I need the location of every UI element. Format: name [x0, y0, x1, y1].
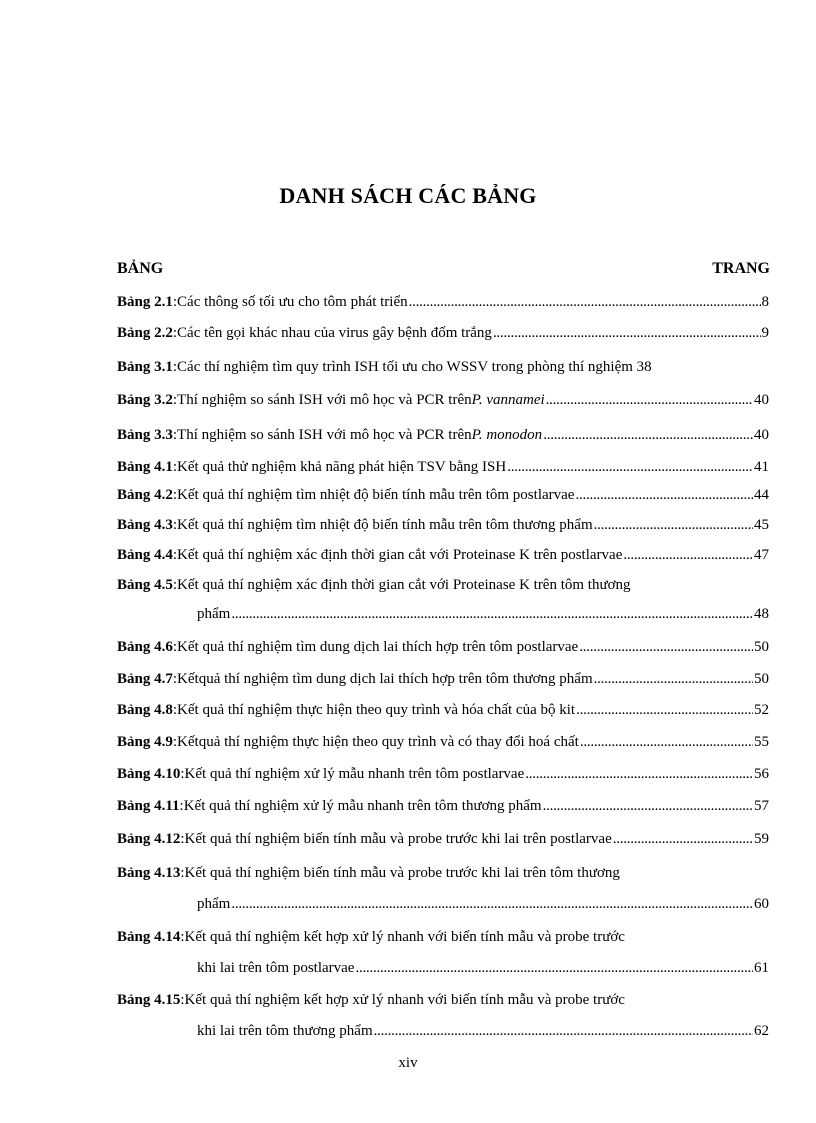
toc-entry: Bảng 4.12 : Kết quả thí nghiệm biến tính mẫu và probe trước khi lai trên postlarvae . . . 59 — [117, 829, 769, 849]
toc-entry-label: Bảng 4.5 — [117, 577, 173, 593]
toc-entry-page: 9 — [761, 325, 769, 341]
toc-entry-text: Thí nghiệm so sánh ISH với mô học và PCR trên — [177, 427, 472, 443]
toc-entry-page: 41 — [754, 459, 769, 475]
toc-entry-text: Kết quả thí nghiệm tìm nhiệt độ biến tính mẫu trên tôm thương phẩm — [177, 517, 593, 533]
toc-entry-text: Kết quả thí nghiệm xác định thời gian cắt với Proteinase K trên tôm thương — [177, 577, 631, 593]
toc-entry-page: 50 — [754, 639, 769, 655]
column-header-page: TRANG — [712, 260, 770, 277]
toc-entry: Bảng 3.3 : Thí nghiệm so sánh ISH với mô học và PCR trên P. monodon . . . 40 — [117, 425, 769, 445]
dot-leader — [374, 1021, 753, 1041]
toc-entry-text: Kết quả thí nghiệm kết hợp xử lý nhanh với biến tính mẫu và probe trước — [184, 929, 625, 945]
toc-entry-text: Các thí nghiệm tìm quy trình ISH tối ưu cho WSSV trong phòng thí nghiệm 38 — [177, 359, 652, 375]
toc-entry: Bảng 3.1 : Các thí nghiệm tìm quy trình ISH tối ưu cho WSSV trong phòng thí nghiệm 38 — [117, 359, 652, 375]
toc-entry-text: Các thông số tối ưu cho tôm phát triển — [177, 294, 408, 310]
toc-entry-label: Bảng 4.7 — [117, 671, 173, 687]
page-title: DANH SÁCH CÁC BẢNG — [279, 183, 537, 208]
dot-leader — [575, 485, 753, 505]
toc-entry-continuation — [197, 958, 769, 978]
toc-entry-page: 45 — [754, 517, 769, 533]
dot-leader — [613, 829, 753, 849]
toc-entry-label: Bảng 4.13 — [117, 865, 181, 881]
toc-entry-page: 62 — [754, 1023, 769, 1039]
toc-entry-text: Kếtquả thí nghiệm tìm dung dịch lai thích hợp trên tôm thương phẩm — [177, 671, 593, 687]
toc-entry-label: Bảng 4.10 — [117, 766, 181, 782]
dot-leader — [546, 390, 753, 410]
toc-entry-label: Bảng 3.2 — [117, 392, 173, 408]
toc-entry: Bảng 4.6 : Kết quả thí nghiệm tìm dung dịch lai thích hợp trên tôm postlarvae . . . 50 — [117, 637, 769, 657]
toc-entry-text: Kết quả thí nghiệm xác định thời gian cắt với Proteinase K trên postlarvae — [177, 547, 623, 563]
toc-entry-page: 52 — [754, 702, 769, 718]
species-name: P. monodon — [471, 427, 543, 443]
toc-entry-text: Các tên gọi khác nhau của virus gây bệnh đốm trắng — [177, 325, 492, 341]
dot-leader — [543, 425, 753, 445]
toc-entry-text: phẩm — [197, 896, 231, 912]
toc-entry-page: 40 — [754, 427, 769, 443]
toc-entry: Bảng 4.5 : Kết quả thí nghiệm xác định thời gian cắt với Proteinase K trên tôm thương — [117, 577, 631, 593]
toc-entry-page: 40 — [754, 392, 769, 408]
dot-leader — [525, 764, 753, 784]
toc-entry-label: Bảng 2.1 — [117, 294, 173, 310]
toc-entry-label: Bảng 3.1 — [117, 359, 173, 375]
dot-leader — [355, 958, 753, 978]
toc-entry: Bảng 4.4 : Kết quả thí nghiệm xác định thời gian cắt với Proteinase K trên postlarvae . . . 47 — [117, 545, 769, 565]
toc-entry-text: Kết quả thí nghiệm xử lý mẫu nhanh trên tôm thương phẩm — [183, 798, 542, 814]
toc-entry-text: Kết quả thí nghiệm kết hợp xử lý nhanh với biến tính mẫu và probe trước — [184, 992, 625, 1008]
toc-entry-text: phẩm — [197, 606, 231, 622]
toc-entry-label: Bảng 4.12 — [117, 831, 181, 847]
toc-entry-page: 59 — [754, 831, 769, 847]
toc-entry: Bảng 4.15 : Kết quả thí nghiệm kết hợp xử lý nhanh với biến tính mẫu và probe trước — [117, 992, 625, 1008]
dot-leader — [576, 700, 753, 720]
toc-entry-label: Bảng 4.1 — [117, 459, 173, 475]
toc-entry-text: khi lai trên tôm thương phẩm — [197, 1023, 373, 1039]
toc-entry-text: Kết quả thí nghiệm biến tính mẫu và probe trước khi lai trên postlarvae — [184, 831, 612, 847]
toc-entry-page: 57 — [754, 798, 769, 814]
dot-leader — [623, 545, 753, 565]
toc-entry: Bảng 2.2 : Các tên gọi khác nhau của virus gây bệnh đốm trắng . . . 9 — [117, 323, 769, 343]
dot-leader — [493, 323, 761, 343]
dot-leader — [507, 457, 753, 477]
toc-entry-page: 61 — [754, 960, 769, 976]
toc-entry: Bảng 4.13 : Kết quả thí nghiệm biến tính mẫu và probe trước khi lai trên tôm thương — [117, 865, 620, 881]
toc-entry-label: Bảng 4.14 — [117, 929, 181, 945]
toc-entry-text: khi lai trên tôm postlarvae — [197, 960, 355, 976]
toc-entry-label: Bảng 4.15 — [117, 992, 181, 1008]
toc-entry-continuation — [197, 604, 769, 624]
toc-entry-label: Bảng 4.9 — [117, 734, 173, 750]
dot-leader — [543, 796, 753, 816]
page-number: xiv — [398, 1055, 418, 1071]
toc-entry-label: Bảng 2.2 — [117, 325, 173, 341]
toc-entry-text: Kết quả thí nghiệm xử lý mẫu nhanh trên tôm postlarvae — [184, 766, 525, 782]
toc-entry-label: Bảng 4.4 — [117, 547, 173, 563]
toc-entry: Bảng 4.9 : Kếtquả thí nghiệm thực hiện theo quy trình và có thay đổi hoá chất . . . 55 — [117, 732, 769, 752]
toc-entry-page: 8 — [761, 294, 769, 310]
column-header-table: BẢNG — [117, 260, 164, 277]
toc-entry-label: Bảng 4.8 — [117, 702, 173, 718]
dot-leader — [579, 637, 753, 657]
toc-entry-page: 47 — [754, 547, 769, 563]
toc-entry: Bảng 4.2 : Kết quả thí nghiệm tìm nhiệt độ biến tính mẫu trên tôm postlarvae . . . 44 — [117, 485, 769, 505]
toc-entry: Bảng 4.8 : Kết quả thí nghiệm thực hiện theo quy trình và hóa chất của bộ kit . . . 52 — [117, 700, 769, 720]
toc-entry-page: 48 — [754, 606, 769, 622]
toc-entry-label: Bảng 4.2 — [117, 487, 173, 503]
toc-entry: Bảng 4.11 : Kết quả thí nghiệm xử lý mẫu nhanh trên tôm thương phẩm . . . 57 — [117, 796, 769, 816]
toc-entry: Bảng 4.10 : Kết quả thí nghiệm xử lý mẫu nhanh trên tôm postlarvae . . . 56 — [117, 764, 769, 784]
dot-leader — [231, 604, 753, 624]
toc-entry-page: 44 — [754, 487, 769, 503]
toc-entry-label: Bảng 4.3 — [117, 517, 173, 533]
toc-entry-page: 55 — [754, 734, 769, 750]
toc-entry-page: 60 — [754, 896, 769, 912]
toc-entry-continuation — [197, 1021, 769, 1041]
toc-entry: Bảng 2.1 : Các thông số tối ưu cho tôm phát triển . . . 8 — [117, 292, 769, 312]
species-name: P. vannamei — [471, 392, 545, 408]
toc-entry-text: Kết quả thử nghiệm khả năng phát hiện TSV bằng ISH — [177, 459, 507, 475]
toc-entry-text: Kết quả thí nghiệm tìm dung dịch lai thích hợp trên tôm postlarvae — [177, 639, 579, 655]
toc-entry: Bảng 4.7 : Kếtquả thí nghiệm tìm dung dịch lai thích hợp trên tôm thương phẩm . . . 50 — [117, 669, 769, 689]
toc-entry: Bảng 3.2 : Thí nghiệm so sánh ISH với mô học và PCR trên P. vannamei . . . 40 — [117, 390, 769, 410]
toc-entry-text: Kết quả thí nghiệm biến tính mẫu và probe trước khi lai trên tôm thương — [184, 865, 620, 881]
toc-entry-text: Thí nghiệm so sánh ISH với mô học và PCR trên — [177, 392, 472, 408]
toc-entry-label: Bảng 4.6 — [117, 639, 173, 655]
dot-leader — [580, 732, 753, 752]
dot-leader — [594, 515, 753, 535]
toc-entry-page: 56 — [754, 766, 769, 782]
toc-entry-page: 50 — [754, 671, 769, 687]
toc-entry-text: Kếtquả thí nghiệm thực hiện theo quy trình và có thay đổi hoá chất — [177, 734, 579, 750]
dot-leader — [231, 894, 753, 914]
toc-entry-label: Bảng 4.11 — [117, 798, 180, 814]
toc-entry-text: Kết quả thí nghiệm tìm nhiệt độ biến tính mẫu trên tôm postlarvae — [177, 487, 575, 503]
toc-entry-label: Bảng 3.3 — [117, 427, 173, 443]
toc-entry-text: Kết quả thí nghiệm thực hiện theo quy trình và hóa chất của bộ kit — [177, 702, 576, 718]
toc-entry: Bảng 4.14 : Kết quả thí nghiệm kết hợp xử lý nhanh với biến tính mẫu và probe trước — [117, 929, 625, 945]
toc-entry-continuation — [197, 894, 769, 914]
toc-entry: Bảng 4.3 : Kết quả thí nghiệm tìm nhiệt độ biến tính mẫu trên tôm thương phẩm . . . 45 — [117, 515, 769, 535]
dot-leader — [409, 292, 761, 312]
dot-leader — [594, 669, 753, 689]
toc-entry: Bảng 4.1 : Kết quả thử nghiệm khả năng phát hiện TSV bằng ISH . . . 41 — [117, 457, 769, 477]
